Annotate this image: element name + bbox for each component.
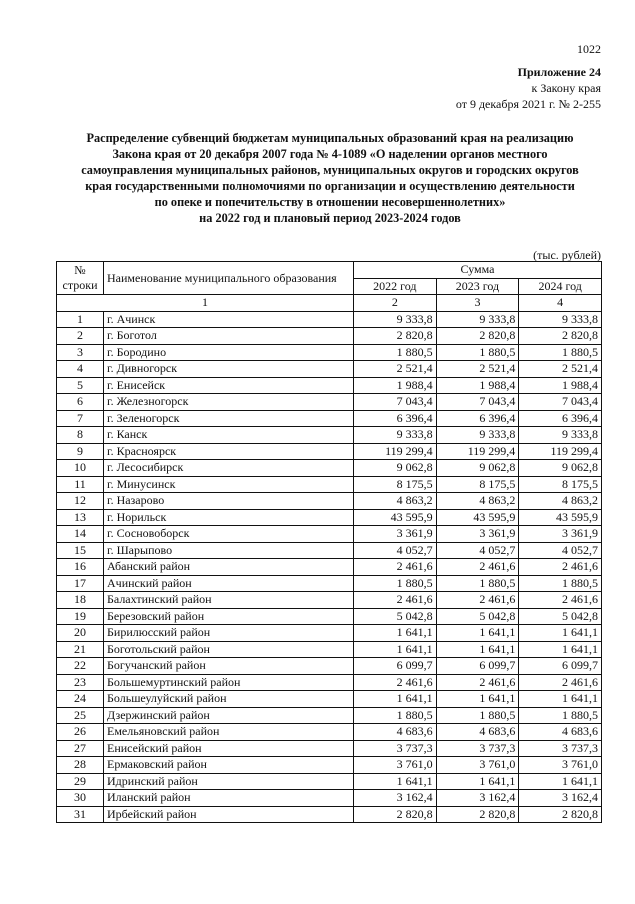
amount-2023: 2 461,6 bbox=[436, 592, 519, 609]
municipality-name: Большемуртинский район bbox=[104, 674, 354, 691]
amount-2024: 5 042,8 bbox=[519, 608, 602, 625]
municipality-name: Ачинский район bbox=[104, 575, 354, 592]
table-row bbox=[57, 542, 602, 559]
row-number: 15 bbox=[57, 542, 104, 559]
row-number: 26 bbox=[57, 724, 104, 741]
amount-2023: 1 641,1 bbox=[436, 625, 519, 642]
amount-2022: 1 641,1 bbox=[354, 773, 437, 790]
row-number: 23 bbox=[57, 674, 104, 691]
municipality-name: г. Ачинск bbox=[104, 311, 354, 328]
municipality-name: Абанский район bbox=[104, 559, 354, 576]
amount-2024: 1 880,5 bbox=[519, 575, 602, 592]
row-number: 29 bbox=[57, 773, 104, 790]
table-row bbox=[57, 707, 602, 724]
municipality-name: г. Назарово bbox=[104, 493, 354, 510]
municipality-name: Березовский район bbox=[104, 608, 354, 625]
amount-2023: 2 521,4 bbox=[436, 361, 519, 378]
appendix-title: Приложение 24 bbox=[517, 65, 601, 79]
table-body bbox=[57, 311, 602, 823]
table-row bbox=[57, 493, 602, 510]
amount-2024: 1 641,1 bbox=[519, 773, 602, 790]
row-number: 14 bbox=[57, 526, 104, 543]
row-number: 2 bbox=[57, 328, 104, 345]
amount-2022: 1 988,4 bbox=[354, 377, 437, 394]
amount-2024: 1 880,5 bbox=[519, 344, 602, 361]
municipality-name: Боготольский район bbox=[104, 641, 354, 658]
title-line: края государственными полномочиями по организации и осуществлению деятельности bbox=[85, 179, 575, 193]
amount-2024: 1 641,1 bbox=[519, 625, 602, 642]
amount-2022: 5 042,8 bbox=[354, 608, 437, 625]
amount-2023: 2 461,6 bbox=[436, 559, 519, 576]
row-number: 9 bbox=[57, 443, 104, 460]
amount-2022: 3 737,3 bbox=[354, 740, 437, 757]
amount-2024: 7 043,4 bbox=[519, 394, 602, 411]
amount-2024: 2 820,8 bbox=[519, 806, 602, 823]
table-row bbox=[57, 394, 602, 411]
row-number: 28 bbox=[57, 757, 104, 774]
amount-2024: 4 863,2 bbox=[519, 493, 602, 510]
amount-2024: 1 880,5 bbox=[519, 707, 602, 724]
row-number: 1 bbox=[57, 311, 104, 328]
table-row bbox=[57, 460, 602, 477]
amount-2022: 1 880,5 bbox=[354, 575, 437, 592]
municipality-name: г. Зеленогорск bbox=[104, 410, 354, 427]
header-year-2022: 2022 год bbox=[354, 278, 437, 295]
municipality-name: Дзержинский район bbox=[104, 707, 354, 724]
amount-2022: 1 880,5 bbox=[354, 707, 437, 724]
amount-2022: 2 521,4 bbox=[354, 361, 437, 378]
row-number: 13 bbox=[57, 509, 104, 526]
amount-2024: 3 737,3 bbox=[519, 740, 602, 757]
title-line: на 2022 год и плановый период 2023-2024 годов bbox=[199, 211, 461, 225]
amount-2022: 2 820,8 bbox=[354, 328, 437, 345]
table-row bbox=[57, 674, 602, 691]
municipality-name: Богучанский район bbox=[104, 658, 354, 675]
page-number: 1022 bbox=[577, 42, 601, 56]
amount-2023: 1 988,4 bbox=[436, 377, 519, 394]
amount-2022: 6 396,4 bbox=[354, 410, 437, 427]
amount-2022: 2 461,6 bbox=[354, 592, 437, 609]
appendix-law: к Закону края bbox=[531, 81, 601, 95]
municipality-name: г. Красноярск bbox=[104, 443, 354, 460]
header-num-word: строки bbox=[62, 278, 98, 292]
municipality-name: г. Лесосибирск bbox=[104, 460, 354, 477]
row-number: 24 bbox=[57, 691, 104, 708]
amount-2024: 1 988,4 bbox=[519, 377, 602, 394]
amount-2022: 3 162,4 bbox=[354, 790, 437, 807]
amount-2023: 1 880,5 bbox=[436, 707, 519, 724]
units-label: (тыс. рублей) bbox=[533, 248, 601, 262]
table-row bbox=[57, 608, 602, 625]
amount-2023: 2 461,6 bbox=[436, 674, 519, 691]
municipality-name: Енисейский район bbox=[104, 740, 354, 757]
table-row bbox=[57, 476, 602, 493]
amount-2022: 4 052,7 bbox=[354, 542, 437, 559]
amount-2024: 2 461,6 bbox=[519, 674, 602, 691]
amount-2024: 9 062,8 bbox=[519, 460, 602, 477]
amount-2023: 1 880,5 bbox=[436, 344, 519, 361]
amount-2023: 43 595,9 bbox=[436, 509, 519, 526]
table-row bbox=[57, 559, 602, 576]
amount-2024: 3 162,4 bbox=[519, 790, 602, 807]
amount-2022: 1 880,5 bbox=[354, 344, 437, 361]
amount-2024: 2 820,8 bbox=[519, 328, 602, 345]
table-row bbox=[57, 658, 602, 675]
header-index-4: 4 bbox=[519, 295, 602, 312]
row-number: 4 bbox=[57, 361, 104, 378]
title-line: Распределение субвенций бюджетам муниципальных образований края на реализацию bbox=[86, 131, 574, 145]
amount-2022: 2 820,8 bbox=[354, 806, 437, 823]
amount-2024: 4 683,6 bbox=[519, 724, 602, 741]
amount-2024: 3 761,0 bbox=[519, 757, 602, 774]
table-row bbox=[57, 625, 602, 642]
amount-2024: 2 461,6 bbox=[519, 592, 602, 609]
header-year-2023: 2023 год bbox=[436, 278, 519, 295]
municipality-name: г. Дивногорск bbox=[104, 361, 354, 378]
amount-2024: 2 521,4 bbox=[519, 361, 602, 378]
table-row bbox=[57, 377, 602, 394]
row-number: 12 bbox=[57, 493, 104, 510]
table-row bbox=[57, 311, 602, 328]
row-number: 22 bbox=[57, 658, 104, 675]
amount-2023: 9 333,8 bbox=[436, 427, 519, 444]
title-line: Закона края от 20 декабря 2007 года № 4-1089 «О наделении органов местного bbox=[112, 147, 548, 161]
row-number: 30 bbox=[57, 790, 104, 807]
municipality-name: Идринский район bbox=[104, 773, 354, 790]
amount-2022: 43 595,9 bbox=[354, 509, 437, 526]
amount-2022: 9 333,8 bbox=[354, 311, 437, 328]
amount-2023: 1 641,1 bbox=[436, 641, 519, 658]
amount-2023: 9 333,8 bbox=[436, 311, 519, 328]
amount-2023: 5 042,8 bbox=[436, 608, 519, 625]
header-index-1: 1 bbox=[57, 295, 354, 312]
table-row bbox=[57, 344, 602, 361]
row-number: 18 bbox=[57, 592, 104, 609]
row-number: 31 bbox=[57, 806, 104, 823]
municipality-name: Иланский район bbox=[104, 790, 354, 807]
amount-2023: 6 396,4 bbox=[436, 410, 519, 427]
table-row bbox=[57, 806, 602, 823]
header-index-2: 2 bbox=[354, 295, 437, 312]
amount-2023: 3 737,3 bbox=[436, 740, 519, 757]
table-row bbox=[57, 641, 602, 658]
amount-2023: 3 162,4 bbox=[436, 790, 519, 807]
row-number: 7 bbox=[57, 410, 104, 427]
amount-2024: 9 333,8 bbox=[519, 427, 602, 444]
municipality-name: г. Норильск bbox=[104, 509, 354, 526]
table-row bbox=[57, 790, 602, 807]
table-row bbox=[57, 757, 602, 774]
municipality-name: г. Боготол bbox=[104, 328, 354, 345]
amount-2023: 119 299,4 bbox=[436, 443, 519, 460]
appendix-date: от 9 декабря 2021 г. № 2-255 bbox=[455, 97, 601, 111]
amount-2022: 3 361,9 bbox=[354, 526, 437, 543]
amount-2024: 2 461,6 bbox=[519, 559, 602, 576]
amount-2023: 6 099,7 bbox=[436, 658, 519, 675]
row-number: 5 bbox=[57, 377, 104, 394]
amount-2023: 4 052,7 bbox=[436, 542, 519, 559]
amount-2024: 3 361,9 bbox=[519, 526, 602, 543]
amount-2024: 43 595,9 bbox=[519, 509, 602, 526]
row-number: 6 bbox=[57, 394, 104, 411]
municipality-name: Бирилюсский район bbox=[104, 625, 354, 642]
municipality-name: Большеулуйский район bbox=[104, 691, 354, 708]
appendix-block bbox=[456, 64, 601, 112]
row-number: 3 bbox=[57, 344, 104, 361]
amount-2022: 4 683,6 bbox=[354, 724, 437, 741]
amount-2023: 1 641,1 bbox=[436, 691, 519, 708]
amount-2023: 3 361,9 bbox=[436, 526, 519, 543]
municipality-name: г. Сосновоборск bbox=[104, 526, 354, 543]
municipality-name: Емельяновский район bbox=[104, 724, 354, 741]
title-line: по опеке и попечительству в отношении несовершеннолетних» bbox=[154, 195, 506, 209]
table-row bbox=[57, 509, 602, 526]
header-year-2024: 2024 год bbox=[519, 278, 602, 295]
amount-2023: 3 761,0 bbox=[436, 757, 519, 774]
table-row bbox=[57, 328, 602, 345]
amount-2024: 6 396,4 bbox=[519, 410, 602, 427]
table-row bbox=[57, 427, 602, 444]
table-row bbox=[57, 691, 602, 708]
amount-2024: 6 099,7 bbox=[519, 658, 602, 675]
amount-2022: 3 761,0 bbox=[354, 757, 437, 774]
row-number: 16 bbox=[57, 559, 104, 576]
amount-2023: 8 175,5 bbox=[436, 476, 519, 493]
row-number: 27 bbox=[57, 740, 104, 757]
header-municipality: Наименование муниципального образования bbox=[104, 262, 354, 295]
subsidy-table bbox=[56, 261, 602, 823]
municipality-name: Балахтинский район bbox=[104, 592, 354, 609]
municipality-name: Ирбейский район bbox=[104, 806, 354, 823]
table-row bbox=[57, 592, 602, 609]
table-row bbox=[57, 740, 602, 757]
municipality-name: Ермаковский район bbox=[104, 757, 354, 774]
table-row bbox=[57, 575, 602, 592]
header-num-symbol: № bbox=[74, 263, 86, 277]
row-number: 21 bbox=[57, 641, 104, 658]
amount-2024: 119 299,4 bbox=[519, 443, 602, 460]
municipality-name: г. Шарыпово bbox=[104, 542, 354, 559]
amount-2024: 4 052,7 bbox=[519, 542, 602, 559]
document-title bbox=[40, 130, 620, 226]
table-row bbox=[57, 443, 602, 460]
header-sum: Сумма bbox=[354, 262, 602, 279]
amount-2023: 2 820,8 bbox=[436, 328, 519, 345]
row-number: 17 bbox=[57, 575, 104, 592]
amount-2023: 4 863,2 bbox=[436, 493, 519, 510]
amount-2024: 1 641,1 bbox=[519, 691, 602, 708]
table-row bbox=[57, 773, 602, 790]
amount-2022: 2 461,6 bbox=[354, 674, 437, 691]
amount-2023: 4 683,6 bbox=[436, 724, 519, 741]
row-number: 19 bbox=[57, 608, 104, 625]
municipality-name: г. Енисейск bbox=[104, 377, 354, 394]
title-line: самоуправления муниципальных районов, муниципальных округов и городских округов bbox=[81, 163, 579, 177]
amount-2022: 6 099,7 bbox=[354, 658, 437, 675]
amount-2024: 8 175,5 bbox=[519, 476, 602, 493]
row-number: 10 bbox=[57, 460, 104, 477]
municipality-name: г. Канск bbox=[104, 427, 354, 444]
amount-2022: 9 333,8 bbox=[354, 427, 437, 444]
table-row bbox=[57, 410, 602, 427]
amount-2022: 1 641,1 bbox=[354, 625, 437, 642]
row-number: 8 bbox=[57, 427, 104, 444]
municipality-name: г. Минусинск bbox=[104, 476, 354, 493]
amount-2022: 8 175,5 bbox=[354, 476, 437, 493]
amount-2022: 119 299,4 bbox=[354, 443, 437, 460]
header-row-number bbox=[57, 262, 104, 295]
amount-2023: 1 880,5 bbox=[436, 575, 519, 592]
header-index-3: 3 bbox=[436, 295, 519, 312]
amount-2023: 7 043,4 bbox=[436, 394, 519, 411]
amount-2022: 9 062,8 bbox=[354, 460, 437, 477]
amount-2024: 9 333,8 bbox=[519, 311, 602, 328]
table-row bbox=[57, 526, 602, 543]
municipality-name: г. Железногорск bbox=[104, 394, 354, 411]
row-number: 25 bbox=[57, 707, 104, 724]
table-row bbox=[57, 724, 602, 741]
amount-2022: 2 461,6 bbox=[354, 559, 437, 576]
amount-2023: 9 062,8 bbox=[436, 460, 519, 477]
amount-2022: 7 043,4 bbox=[354, 394, 437, 411]
table-row bbox=[57, 361, 602, 378]
row-number: 11 bbox=[57, 476, 104, 493]
amount-2023: 2 820,8 bbox=[436, 806, 519, 823]
municipality-name: г. Бородино bbox=[104, 344, 354, 361]
amount-2024: 1 641,1 bbox=[519, 641, 602, 658]
amount-2022: 4 863,2 bbox=[354, 493, 437, 510]
amount-2022: 1 641,1 bbox=[354, 691, 437, 708]
row-number: 20 bbox=[57, 625, 104, 642]
amount-2023: 1 641,1 bbox=[436, 773, 519, 790]
amount-2022: 1 641,1 bbox=[354, 641, 437, 658]
